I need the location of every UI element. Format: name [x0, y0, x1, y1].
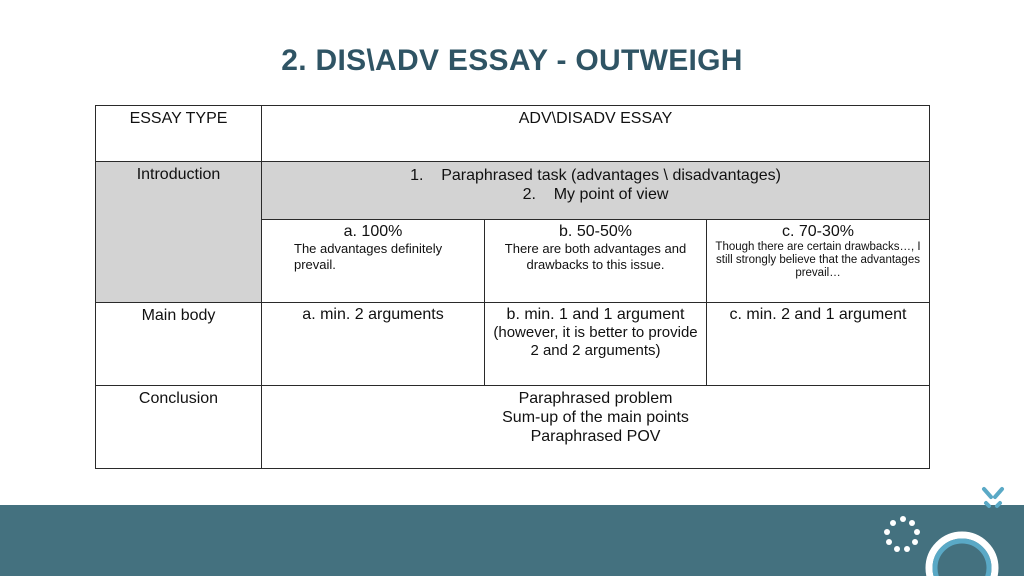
- conclusion-label: Conclusion: [96, 386, 262, 469]
- intro-point-2: 2. My point of view: [522, 186, 669, 203]
- chevron-icon: [984, 489, 1002, 506]
- conclusion-point-1: Paraphrased problem: [518, 390, 673, 407]
- footer-band: [0, 505, 1024, 576]
- intro-option-b-sub: There are both advantages and drawbacks to this issue.: [504, 241, 687, 272]
- main-body-option-a-head: a. min. 2 arguments: [302, 306, 444, 323]
- conclusion-points: [262, 386, 930, 469]
- conclusion-point-3: Paraphrased POV: [530, 428, 661, 445]
- intro-option-b-head: b. 50-50%: [559, 223, 632, 240]
- row-main-body: [96, 303, 930, 386]
- introduction-points: [262, 162, 930, 220]
- intro-point-1: 1. Paraphrased task (advantages \ disadvantages): [410, 167, 781, 184]
- main-body-label: Main body: [96, 303, 262, 386]
- essay-structure-table: [95, 105, 930, 469]
- row-introduction: [96, 162, 930, 220]
- introduction-label: Introduction: [96, 162, 262, 303]
- intro-option-b: [485, 220, 707, 303]
- conclusion-point-2: Sum-up of the main points: [502, 409, 689, 426]
- intro-option-a-sub: The advantages definitely prevail.: [294, 241, 443, 272]
- main-body-option-b-head: b. min. 1 and 1 argument: [506, 306, 685, 323]
- slide-title: 2. DIS\ADV ESSAY - OUTWEIGH: [281, 44, 743, 77]
- row-conclusion: [96, 386, 930, 469]
- intro-option-a-head: a. 100%: [343, 223, 403, 240]
- row-essay-type: [96, 106, 930, 162]
- intro-option-c: [707, 220, 930, 303]
- main-body-option-a: [262, 303, 485, 386]
- intro-option-c-head: c. 70-30%: [781, 223, 855, 240]
- main-body-option-c: [707, 303, 930, 386]
- intro-option-a: [262, 220, 485, 303]
- main-body-option-b: [485, 303, 707, 386]
- main-body-option-c-head: c. min. 2 and 1 argument: [729, 306, 907, 323]
- main-body-option-b-sub: (however, it is better to provide 2 and 2 arguments): [493, 324, 698, 359]
- essay-type-value: ADV\DISADV ESSAY: [262, 106, 930, 162]
- essay-type-label: ESSAY TYPE: [96, 106, 262, 162]
- intro-option-c-sub: Though there are certain drawbacks…, I still strongly believe that the advantages prevail…: [715, 241, 921, 279]
